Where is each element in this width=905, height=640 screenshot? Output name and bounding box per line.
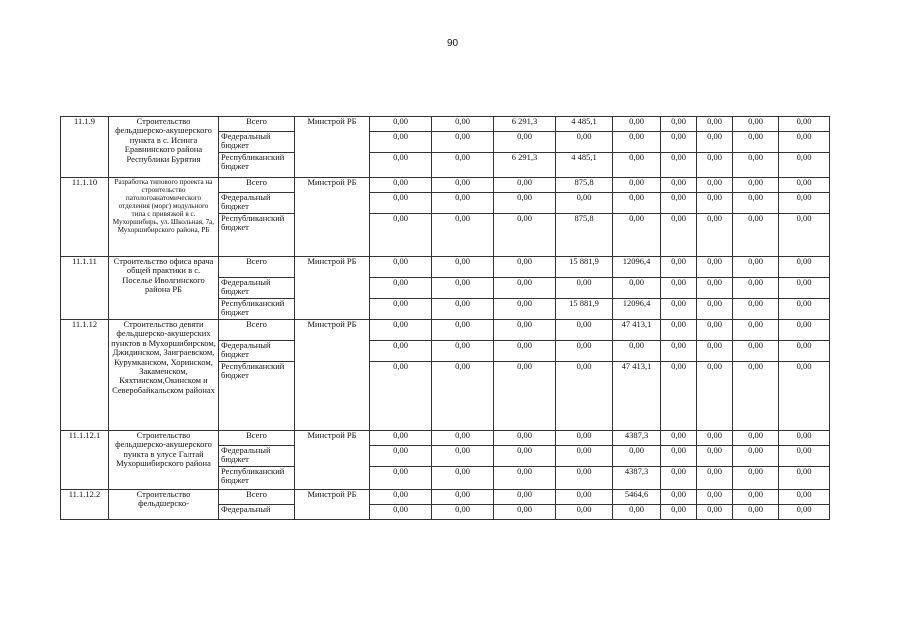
funding-source: Всего: [219, 490, 295, 505]
value-cell: 0,00: [556, 490, 613, 505]
value-cell: 0,00: [697, 193, 733, 214]
funding-source: Федеральный бюджет: [219, 278, 295, 299]
value-cell: 0,00: [432, 446, 494, 467]
value-cell: 0,00: [661, 299, 697, 320]
value-cell: 0,00: [556, 362, 613, 431]
value-cell: 0,00: [697, 467, 733, 490]
value-cell: 0,00: [779, 341, 830, 362]
value-cell: 0,00: [432, 431, 494, 446]
value-cell: 0,00: [779, 467, 830, 490]
value-cell: 0,00: [697, 178, 733, 193]
value-cell: 0,00: [661, 362, 697, 431]
value-cell: 0,00: [733, 132, 779, 153]
value-cell: 0,00: [661, 490, 697, 505]
value-cell: 0,00: [733, 193, 779, 214]
value-cell: 0,00: [556, 505, 613, 520]
value-cell: 0,00: [779, 490, 830, 505]
funding-source: Республиканский бюджет: [219, 153, 295, 178]
table-row: [61, 320, 830, 341]
value-cell: 0,00: [779, 320, 830, 341]
responsible-executor: Минстрой РБ: [295, 320, 370, 431]
funding-source: Всего: [219, 320, 295, 341]
responsible-executor: Минстрой РБ: [295, 178, 370, 257]
value-cell: 0,00: [556, 193, 613, 214]
value-cell: 0,00: [370, 446, 432, 467]
value-cell: 0,00: [613, 193, 661, 214]
value-cell: 0,00: [432, 132, 494, 153]
value-cell: 0,00: [432, 117, 494, 132]
value-cell: 0,00: [661, 341, 697, 362]
value-cell: 0,00: [494, 446, 556, 467]
value-cell: 0,00: [697, 341, 733, 362]
value-cell: 0,00: [556, 320, 613, 341]
value-cell: 0,00: [432, 153, 494, 178]
value-cell: 0,00: [556, 467, 613, 490]
value-cell: 0,00: [613, 446, 661, 467]
value-cell: 0,00: [779, 178, 830, 193]
funding-source: Республиканский бюджет: [219, 467, 295, 490]
value-cell: 0,00: [779, 446, 830, 467]
value-cell: 0,00: [697, 214, 733, 257]
value-cell: 0,00: [432, 505, 494, 520]
value-cell: 0,00: [370, 214, 432, 257]
funding-source: Всего: [219, 257, 295, 278]
value-cell: 0,00: [370, 278, 432, 299]
value-cell: 0,00: [779, 278, 830, 299]
value-cell: 0,00: [613, 178, 661, 193]
value-cell: 0,00: [613, 117, 661, 132]
value-cell: 0,00: [733, 299, 779, 320]
value-cell: 0,00: [733, 467, 779, 490]
value-cell: 0,00: [697, 132, 733, 153]
value-cell: 0,00: [779, 431, 830, 446]
funding-source: Федеральный бюджет: [219, 132, 295, 153]
item-name: Строительство фельдшерско-акушерского пункта в улусе Галтай Мухоршибирского района: [109, 431, 219, 490]
value-cell: 15 881,9: [556, 257, 613, 278]
value-cell: 0,00: [556, 278, 613, 299]
value-cell: 6 291,3: [494, 153, 556, 178]
value-cell: 0,00: [494, 278, 556, 299]
funding-source: Всего: [219, 117, 295, 132]
value-cell: 4387,3: [613, 431, 661, 446]
value-cell: 0,00: [661, 178, 697, 193]
value-cell: 0,00: [494, 299, 556, 320]
value-cell: 875,8: [556, 178, 613, 193]
funding-source: Всего: [219, 178, 295, 193]
value-cell: 4387,3: [613, 467, 661, 490]
value-cell: 0,00: [556, 446, 613, 467]
value-cell: 0,00: [661, 320, 697, 341]
value-cell: 0,00: [370, 341, 432, 362]
value-cell: 0,00: [661, 446, 697, 467]
funding-source: Республиканский бюджет: [219, 299, 295, 320]
value-cell: 0,00: [697, 320, 733, 341]
value-cell: 12096,4: [613, 257, 661, 278]
responsible-executor: Минстрой РБ: [295, 257, 370, 320]
item-name: Строительство офиса врача общей практики в с. Поселье Иволгинского района РБ: [109, 257, 219, 320]
value-cell: 0,00: [733, 214, 779, 257]
item-code: 11.1.9: [61, 117, 109, 178]
table-row: [61, 431, 830, 446]
value-cell: 0,00: [432, 320, 494, 341]
value-cell: 0,00: [779, 117, 830, 132]
value-cell: 47 413,1: [613, 320, 661, 341]
table-row: [61, 117, 830, 132]
value-cell: 0,00: [494, 467, 556, 490]
value-cell: 0,00: [697, 299, 733, 320]
value-cell: 0,00: [779, 132, 830, 153]
value-cell: 0,00: [661, 132, 697, 153]
value-cell: 0,00: [370, 505, 432, 520]
value-cell: 0,00: [494, 320, 556, 341]
value-cell: 0,00: [779, 362, 830, 431]
value-cell: 0,00: [432, 193, 494, 214]
value-cell: 47 413,1: [613, 362, 661, 431]
funding-source: Федеральный бюджет: [219, 446, 295, 467]
item-name: Разработка типового проекта на строительство патологоанатомического отделения (морг) модульного типа с привязкой в с. Мухоршибирь, ул. Школьная, 7а, Мухоршибирского района, РБ: [109, 178, 219, 257]
value-cell: 0,00: [370, 153, 432, 178]
funding-source: Республиканский бюджет: [219, 214, 295, 257]
value-cell: 0,00: [661, 153, 697, 178]
value-cell: 0,00: [733, 362, 779, 431]
value-cell: 0,00: [494, 257, 556, 278]
value-cell: 0,00: [613, 278, 661, 299]
table-row: [61, 178, 830, 193]
value-cell: 4 485,1: [556, 117, 613, 132]
value-cell: 0,00: [733, 278, 779, 299]
value-cell: 0,00: [370, 362, 432, 431]
value-cell: 0,00: [661, 193, 697, 214]
item-name: Строительство девяти фельдшерско-акушерских пунктов в Мухоршибирском, Джидинском, Заиграевском, Курумканском, Хоринском, Закаменском, Кяхтинском,Окинском и Северобайкальском районах: [109, 320, 219, 431]
funding-source: Республиканский бюджет: [219, 362, 295, 431]
funding-source: Федеральный бюджет: [219, 193, 295, 214]
value-cell: 0,00: [661, 257, 697, 278]
value-cell: 0,00: [494, 132, 556, 153]
funding-source: Федеральный бюджет: [219, 341, 295, 362]
value-cell: 0,00: [661, 278, 697, 299]
value-cell: 0,00: [432, 467, 494, 490]
value-cell: 0,00: [370, 467, 432, 490]
value-cell: 0,00: [370, 299, 432, 320]
page-number: 90: [446, 38, 459, 49]
item-name: Строительство фельдшерско-: [109, 490, 219, 520]
value-cell: 0,00: [661, 467, 697, 490]
value-cell: 0,00: [613, 153, 661, 178]
value-cell: 0,00: [779, 193, 830, 214]
value-cell: 0,00: [697, 153, 733, 178]
value-cell: 0,00: [494, 193, 556, 214]
value-cell: 0,00: [779, 153, 830, 178]
value-cell: 0,00: [494, 214, 556, 257]
value-cell: 0,00: [733, 431, 779, 446]
value-cell: 0,00: [556, 431, 613, 446]
value-cell: 0,00: [733, 341, 779, 362]
value-cell: 0,00: [613, 132, 661, 153]
value-cell: 0,00: [613, 214, 661, 257]
item-code: 11.1.10: [61, 178, 109, 257]
value-cell: 0,00: [494, 505, 556, 520]
item-code: 11.1.12.1: [61, 431, 109, 490]
value-cell: 0,00: [733, 505, 779, 520]
value-cell: 0,00: [779, 214, 830, 257]
value-cell: 0,00: [432, 278, 494, 299]
item-code: 11.1.11: [61, 257, 109, 320]
value-cell: 0,00: [370, 320, 432, 341]
value-cell: 0,00: [733, 446, 779, 467]
value-cell: 0,00: [661, 214, 697, 257]
value-cell: 0,00: [779, 299, 830, 320]
value-cell: 0,00: [779, 505, 830, 520]
responsible-executor: Минстрой РБ: [295, 490, 370, 520]
value-cell: 0,00: [370, 257, 432, 278]
value-cell: 0,00: [697, 117, 733, 132]
value-cell: 0,00: [613, 505, 661, 520]
value-cell: 0,00: [494, 490, 556, 505]
value-cell: 0,00: [432, 214, 494, 257]
value-cell: 0,00: [432, 299, 494, 320]
value-cell: 0,00: [733, 153, 779, 178]
value-cell: 0,00: [697, 446, 733, 467]
item-name: Строительство фельдшерско-акушерского пункта в с. Исинга Еравнинского района Республики Бурятия: [109, 117, 219, 178]
value-cell: 0,00: [779, 257, 830, 278]
value-cell: 0,00: [556, 132, 613, 153]
value-cell: 0,00: [432, 178, 494, 193]
value-cell: 0,00: [432, 362, 494, 431]
value-cell: 0,00: [661, 117, 697, 132]
table-row: [61, 490, 830, 505]
value-cell: 0,00: [432, 490, 494, 505]
value-cell: 0,00: [494, 341, 556, 362]
item-code: 11.1.12.2: [61, 490, 109, 520]
responsible-executor: Минстрой РБ: [295, 117, 370, 178]
value-cell: 0,00: [432, 341, 494, 362]
value-cell: 0,00: [733, 320, 779, 341]
value-cell: 0,00: [494, 178, 556, 193]
value-cell: 0,00: [697, 278, 733, 299]
value-cell: 0,00: [494, 362, 556, 431]
value-cell: 0,00: [494, 431, 556, 446]
value-cell: 0,00: [733, 117, 779, 132]
value-cell: 0,00: [556, 341, 613, 362]
value-cell: 0,00: [733, 490, 779, 505]
value-cell: 875,8: [556, 214, 613, 257]
value-cell: 0,00: [697, 490, 733, 505]
value-cell: 0,00: [370, 117, 432, 132]
value-cell: 0,00: [661, 431, 697, 446]
value-cell: 0,00: [697, 431, 733, 446]
responsible-executor: Минстрой РБ: [295, 431, 370, 490]
value-cell: 0,00: [733, 178, 779, 193]
value-cell: 0,00: [370, 490, 432, 505]
funding-source: Федеральный: [219, 505, 295, 520]
value-cell: 0,00: [370, 431, 432, 446]
value-cell: 0,00: [661, 505, 697, 520]
item-code: 11.1.12: [61, 320, 109, 431]
value-cell: 0,00: [370, 132, 432, 153]
value-cell: 4 485,1: [556, 153, 613, 178]
value-cell: 0,00: [697, 505, 733, 520]
value-cell: 0,00: [432, 257, 494, 278]
funding-source: Всего: [219, 431, 295, 446]
value-cell: 0,00: [370, 178, 432, 193]
value-cell: 15 881,9: [556, 299, 613, 320]
value-cell: 0,00: [697, 257, 733, 278]
value-cell: 0,00: [370, 193, 432, 214]
value-cell: 0,00: [733, 257, 779, 278]
value-cell: 6 291,3: [494, 117, 556, 132]
budget-table: [60, 116, 830, 520]
value-cell: 0,00: [697, 362, 733, 431]
value-cell: 0,00: [613, 341, 661, 362]
table-row: [61, 257, 830, 278]
value-cell: 5464,6: [613, 490, 661, 505]
value-cell: 12096,4: [613, 299, 661, 320]
